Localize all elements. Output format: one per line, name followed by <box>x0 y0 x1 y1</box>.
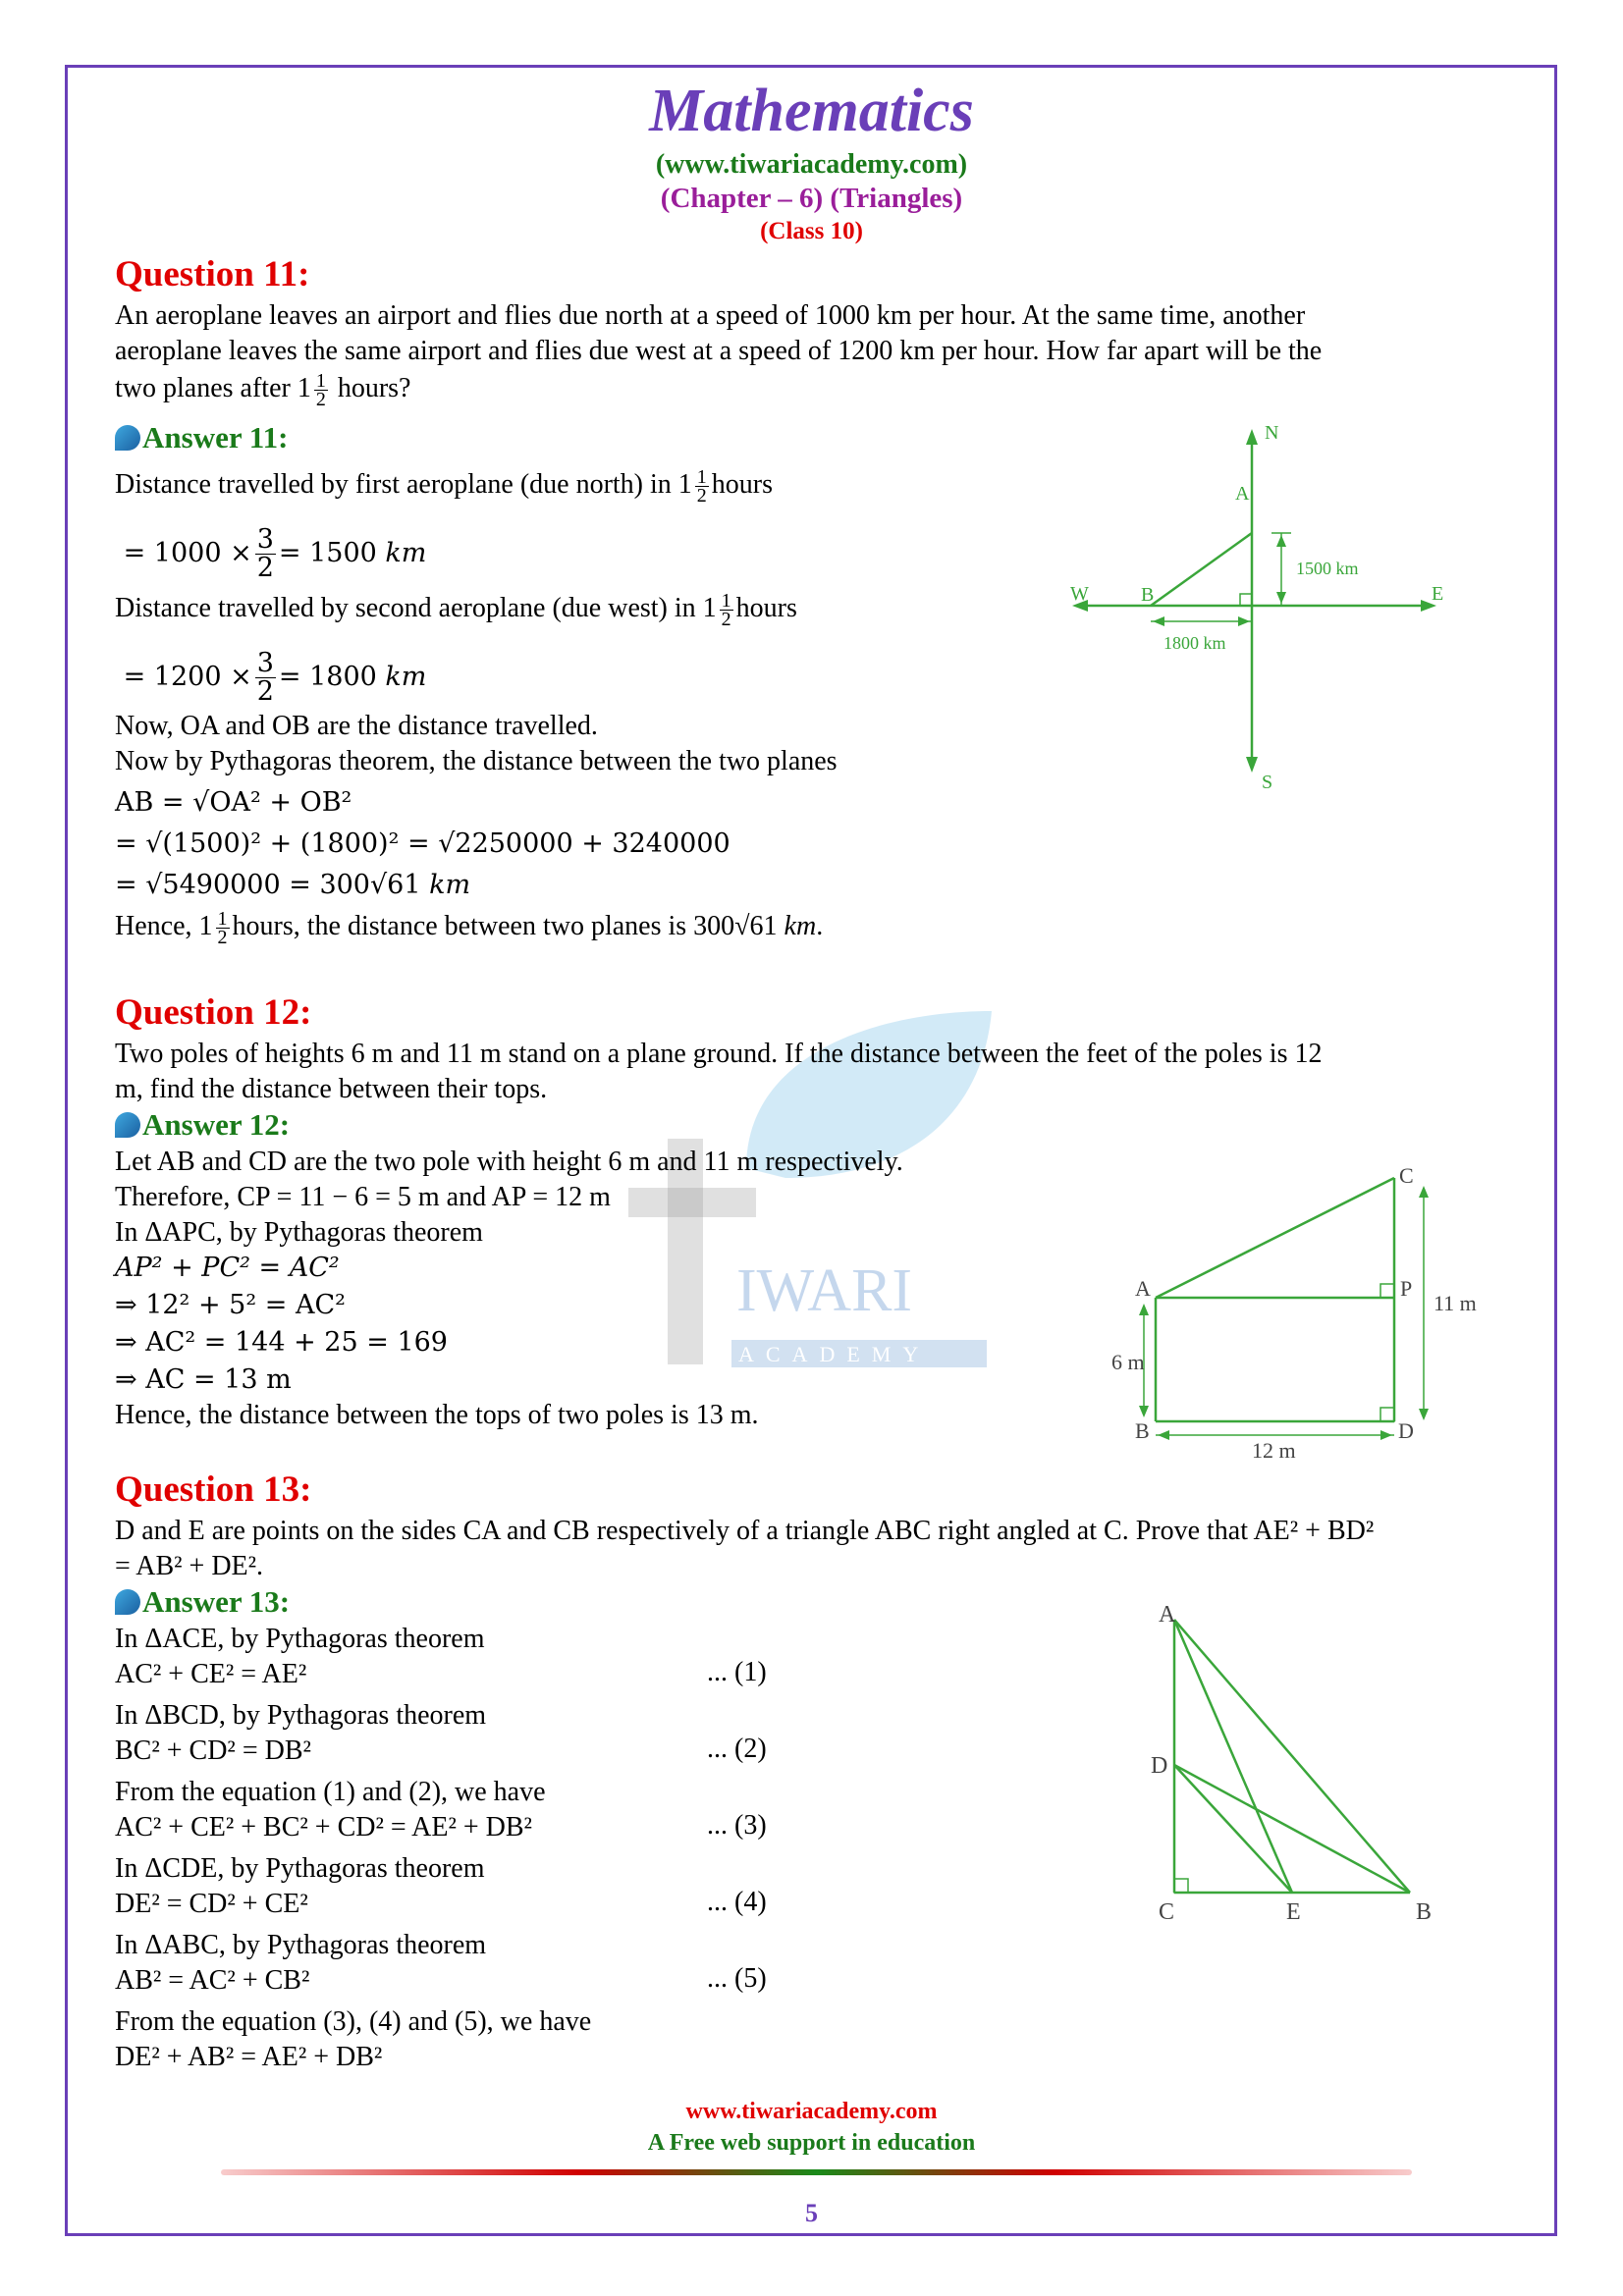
diagram-label-B: B <box>1141 584 1155 606</box>
watermark-text: IWARI <box>736 1257 913 1324</box>
frac-num: 1 <box>696 466 707 489</box>
q11-answer-line10: Hence, 1 $\frac{1}{2}$ hours, the distance between two planes is 300√61 km. <box>115 908 824 949</box>
diagram-label-C: C <box>1159 1899 1175 1925</box>
q12-answer-line8: Hence, the distance between the tops of two poles is 13 m. <box>115 1400 759 1430</box>
q11-text-line2: aeroplane leaves the same airport and flies due west at a speed of 1200 km per hour. How far apart will be the <box>115 336 1323 366</box>
frac-num: 3 <box>256 648 274 678</box>
frac-den: 2 <box>721 609 731 631</box>
q12-answer-line5: ⇒ 12² + 5² = AC² <box>115 1290 346 1320</box>
q13-text-line2: = AB² + DE². <box>115 1551 264 1581</box>
frac-den: 2 <box>315 389 326 411</box>
fraction-half <box>695 468 709 505</box>
answer-label: Answer 13: <box>142 1584 291 1619</box>
diagram-base: 12 m <box>1252 1438 1296 1463</box>
equation-number: ... (1) <box>707 1657 767 1687</box>
equation-number: ... (3) <box>707 1810 767 1841</box>
q11-compass-diagram <box>1060 417 1453 800</box>
q11-answer-line5: Now, OA and OB are the distance travelled. <box>115 711 598 741</box>
q12-text-line1: Two poles of heights 6 m and 11 m stand on a plane ground. If the distance between the feet of the poles is 12 <box>115 1039 1323 1069</box>
diagram-label-S: S <box>1262 772 1273 793</box>
page-title: Mathematics <box>649 78 974 144</box>
frac-den: 2 <box>256 676 274 707</box>
diagram-label-A: A <box>1135 1276 1151 1301</box>
q11-answer-line7: AB = √OA² + OB² <box>115 787 352 818</box>
diagram-label-W: W <box>1070 583 1089 605</box>
footer-website: www.tiwariacademy.com <box>685 2099 938 2124</box>
footer-tagline: A Free web support in education <box>647 2130 976 2156</box>
text: = √5490000 = 300√61 <box>115 870 421 900</box>
footer-divider <box>221 2169 1412 2175</box>
header-website: (www.tiwariacademy.com) <box>655 149 968 180</box>
q12-answer-heading <box>115 1107 290 1143</box>
q13-line: DE² + AB² = AE² + DB² <box>115 2042 383 2072</box>
q11-answer-line8: = √(1500)² + (1800)² = √2250000 + 3240000 <box>115 828 730 859</box>
frac-num: 1 <box>315 370 326 393</box>
q13-line: DE² = CD² + CE² <box>115 1889 308 1919</box>
text: = 1500 <box>278 538 377 568</box>
q11-text-line1: An aeroplane leaves an airport and flies due north at a speed of 1000 km per hour. At the same time, another <box>115 300 1306 331</box>
q12-answer-line1: Let AB and CD are the two pole with height 6 m and 11 m respectively. <box>115 1147 903 1177</box>
diagram-label-D: D <box>1151 1753 1168 1779</box>
frac-den: 2 <box>256 553 274 583</box>
text: hours, the distance between two planes is 300√61 <box>232 911 778 941</box>
diagram-height-small: 6 m <box>1111 1350 1145 1374</box>
watermark-subtext: ACADEMY <box>738 1342 931 1366</box>
diagram-label-N: N <box>1265 422 1279 444</box>
q11-answer-line4 <box>115 650 426 706</box>
unit: km <box>385 662 427 692</box>
q12-text-line2: m, find the distance between their tops. <box>115 1074 548 1104</box>
q13-line: From the equation (3), (4) and (5), we have <box>115 2006 592 2037</box>
q13-line: BC² + CD² = DB² <box>115 1735 311 1766</box>
q11-text3-a: two planes after 1 <box>115 373 311 403</box>
q13-line: AB² = AC² + CB² <box>115 1965 310 1996</box>
diagram-label-A: A <box>1235 483 1250 505</box>
equation-number: ... (5) <box>707 1963 767 1994</box>
header-class: (Class 10) <box>760 218 863 244</box>
frac-den: 2 <box>696 485 707 507</box>
text: Distance travelled by first aeroplane (due north) in 1 <box>115 469 692 500</box>
diagram-north-distance: 1500 km <box>1296 559 1359 578</box>
diagram-label-E: E <box>1432 583 1444 605</box>
q12-answer-line2: Therefore, CP = 11 − 6 = 5 m and AP = 12 m <box>115 1182 611 1212</box>
tiwari-logo-icon <box>115 425 140 451</box>
q13-triangle-diagram <box>1139 1600 1453 1934</box>
q11-text3-b: hours? <box>337 373 411 403</box>
equation-number: ... (4) <box>707 1887 767 1917</box>
q12-poles-diagram <box>1100 1158 1512 1472</box>
text: hours <box>711 469 774 500</box>
tiwari-logo-icon <box>115 1112 140 1138</box>
q11-answer-line2 <box>115 526 426 582</box>
fraction-3-2 <box>255 650 276 706</box>
q13-line: AC² + CE² + BC² + CD² = AE² + DB² <box>115 1812 532 1842</box>
text: hours <box>735 593 797 623</box>
diagram-label-B: B <box>1416 1899 1433 1925</box>
q13-answer-heading <box>115 1584 290 1620</box>
q12-answer-line6: ⇒ AC² = 144 + 25 = 169 <box>115 1327 448 1358</box>
tiwari-logo-icon <box>115 1589 140 1615</box>
q13-line: In ΔACE, by Pythagoras theorem <box>115 1624 485 1654</box>
q13-line: From the equation (1) and (2), we have <box>115 1777 546 1807</box>
equation-number: ... (2) <box>707 1734 767 1764</box>
q11-answer-line3 <box>115 590 797 631</box>
text: = 1000 × <box>123 538 252 568</box>
unit: km <box>429 870 471 900</box>
frac-num: 3 <box>256 524 274 555</box>
q12-answer-line3: In ΔAPC, by Pythagoras theorem <box>115 1217 483 1248</box>
q13-line: In ΔBCD, by Pythagoras theorem <box>115 1700 487 1731</box>
q11-answer-line6: Now by Pythagoras theorem, the distance between the two planes <box>115 746 838 776</box>
answer-label: Answer 11: <box>142 420 289 454</box>
diagram-label-D: D <box>1398 1418 1414 1443</box>
q12-heading: Question 12: <box>115 992 312 1033</box>
answer-label: Answer 12: <box>142 1107 291 1142</box>
diagram-label-P: P <box>1400 1276 1413 1301</box>
q13-heading: Question 13: <box>115 1469 312 1510</box>
q12-answer-line7: ⇒ AC = 13 m <box>115 1364 292 1395</box>
q11-answer-heading <box>115 420 288 455</box>
unit: km <box>784 911 817 941</box>
frac-num: 1 <box>721 590 731 613</box>
q11-heading: Question 11: <box>115 254 310 294</box>
diagram-label-C: C <box>1399 1163 1414 1188</box>
q13-line: AC² + CE² = AE² <box>115 1659 307 1689</box>
q11-answer-line9 <box>115 868 470 903</box>
text: = 1800 <box>278 662 377 692</box>
fraction-half <box>314 370 328 411</box>
diagram-label-A: A <box>1159 1602 1176 1628</box>
q13-line: In ΔCDE, by Pythagoras theorem <box>115 1853 485 1884</box>
diagram-label-B: B <box>1135 1418 1150 1443</box>
frac-den: 2 <box>217 927 228 949</box>
q13-line: In ΔABC, by Pythagoras theorem <box>115 1930 487 1960</box>
diagram-west-distance: 1800 km <box>1163 633 1226 653</box>
frac-num: 1 <box>217 908 228 931</box>
q11-text-line3 <box>115 370 411 411</box>
header-chapter: (Chapter – 6) (Triangles) <box>660 183 963 214</box>
q12-answer-line4: AP² + PC² = AC² <box>115 1253 340 1283</box>
q11-answer-line1 <box>115 467 773 505</box>
page-number: 5 <box>805 2199 818 2227</box>
fraction-half <box>720 590 733 631</box>
fraction-half <box>216 908 230 949</box>
q13-text-line1: D and E are points on the sides CA and CB respectively of a triangle ABC right angled at C. Prove that AE² + BD² <box>115 1516 1375 1546</box>
diagram-height-big: 11 m <box>1434 1291 1477 1315</box>
text: = 1200 × <box>123 662 252 692</box>
unit: km <box>385 538 427 568</box>
text: Distance travelled by second aeroplane (due west) in 1 <box>115 593 717 623</box>
text: Hence, 1 <box>115 911 213 941</box>
diagram-label-E: E <box>1286 1899 1301 1925</box>
fraction-3-2 <box>255 526 276 582</box>
